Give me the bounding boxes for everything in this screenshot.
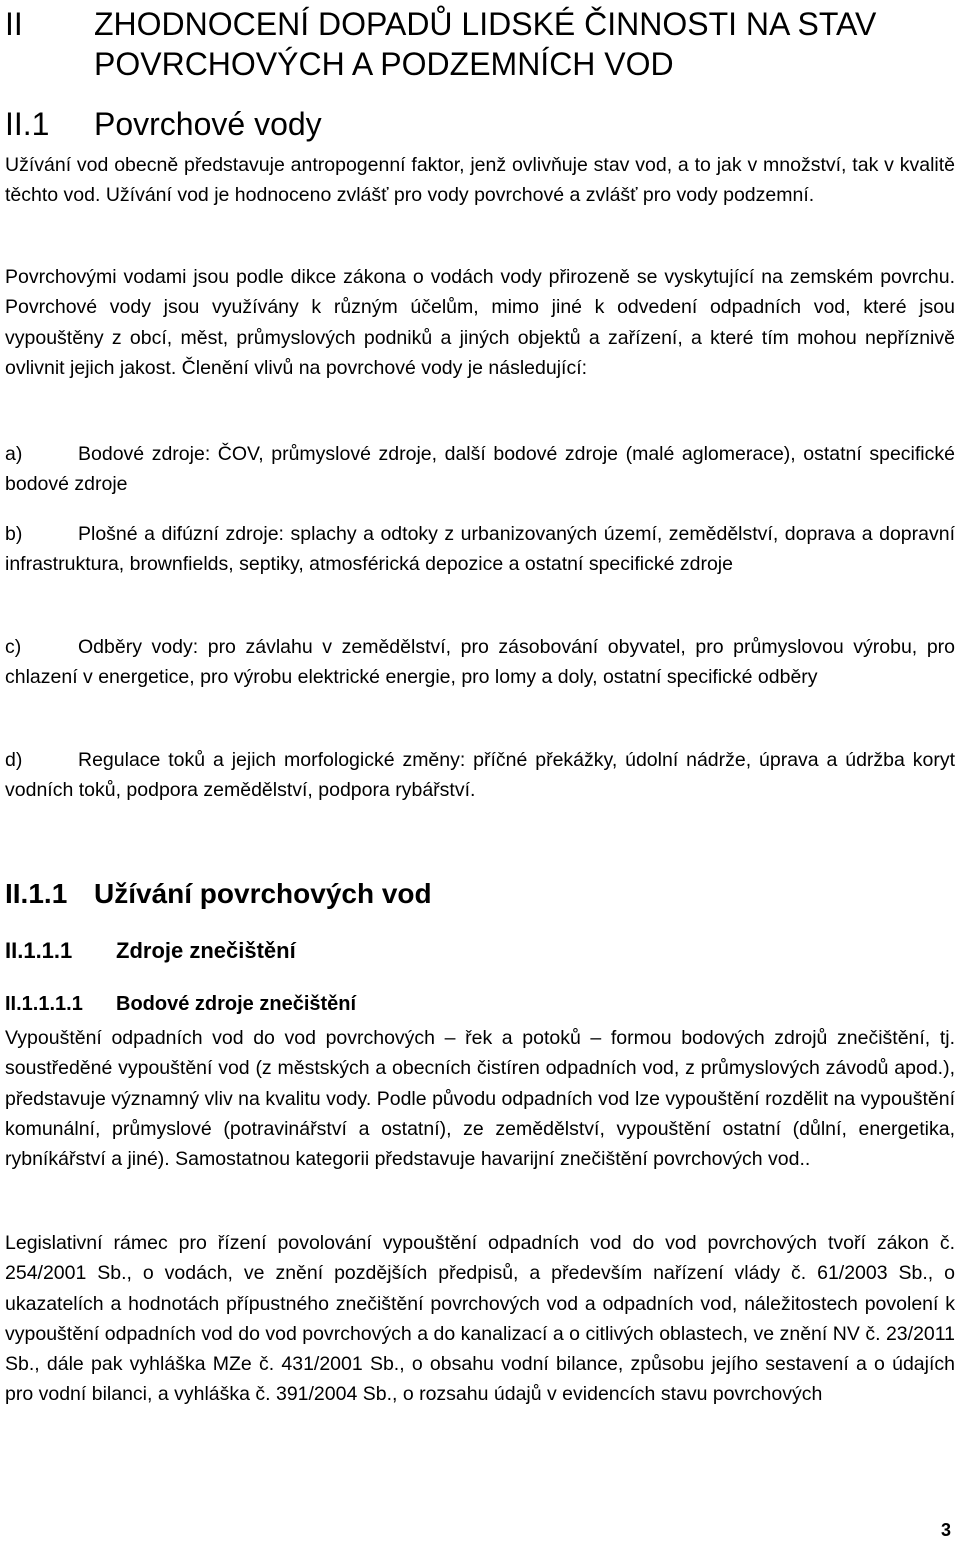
paragraph-heading-title: Bodové zdroje znečištění: [116, 993, 357, 1015]
page-number: 3: [940, 1520, 951, 1540]
list-marker: d): [5, 749, 23, 771]
paragraph-heading-number: II.1.1.1.1: [5, 993, 83, 1015]
subsubsection-number: II.1.1.1: [5, 938, 73, 963]
subsection-number: II.1.1: [5, 878, 68, 909]
paragraph-body-1: Vypouštění odpadních vod do vod povrchových – řek a potoků – formou bodových zdrojů znečištění, tj. soustředěné vypouštění vod (z městských a obecních čistíren odpadních vod, z průmyslových závodů apod.), představuje významný vliv na kvalitu vody. Podle původu odpadních vod lze vypouštění rozdělit na vypouštění komunální, průmyslové (potravinářství a ostatní), ze zemědělství, vypouštění ostatní (důlní, energetika, rybníkářství a jiné). Samostatnou kategorii představuje havarijní znečištění povrchových vod..: [5, 1027, 955, 1171]
list-item-d: [5, 745, 955, 806]
section-title: Povrchové vody: [94, 106, 322, 142]
list-text: Regulace toků a jejich morfologické změny: příčné překážky, údolní nádrže, úprava a údržba koryt vodních toků, podpora zemědělství, podpora rybářství.: [5, 749, 955, 802]
list-marker: a): [5, 443, 23, 465]
chapter-title: ZHODNOCENÍ DOPADŮ LIDSKÉ ČINNOSTI NA STAV POVRCHOVÝCH A PODZEMNÍCH VOD: [94, 6, 877, 82]
subsection-title: Užívání povrchových vod: [94, 878, 432, 909]
paragraph-intro-2: Povrchovými vodami jsou podle dikce zákona o vodách vody přirozeně se vyskytující na zemském povrchu. Povrchové vody jsou využívány k různým účelům, mimo jiné k odvedení odpadních vod, které jsou vypouštěny z obcí, měst, průmyslových podniků a jiných objektů a zařízení, a které tím mohou nepříznivě ovlivnit jejich jakost. Členění vlivů na povrchové vody je následující:: [5, 266, 955, 379]
section-number: II.1: [5, 106, 50, 142]
list-item-a: [5, 439, 955, 500]
list-text: Odběry vody: pro závlahu v zemědělství, pro zásobování obyvatel, pro průmyslovou výrobu, pro chlazení v energetice, pro výrobu elektrické energie, pro lomy a doly, ostatní specifické odběry: [5, 636, 955, 689]
chapter-number: II: [5, 6, 23, 42]
subsubsection-title: Zdroje znečištění: [116, 938, 296, 963]
list-item-c: [5, 632, 955, 693]
list-item-b: [5, 519, 955, 580]
document-page: [5, 0, 955, 1541]
list-marker: b): [5, 523, 23, 545]
list-text: Bodové zdroje: ČOV, průmyslové zdroje, další bodové zdroje (malé aglomerace), ostatní specifické bodové zdroje: [5, 443, 955, 496]
paragraph-body-2: Legislativní rámec pro řízení povolování vypouštění odpadních vod do vod povrchových tvoří zákon č. 254/2001 Sb., o vodách, ve znění pozdějších předpisů, a především nařízení vlády č. 61/2003 Sb., o ukazatelích a hodnotách přípustného znečištění povrchových vod a odpadních vod, náležitostech povolení k vypouštění odpadních vod do vod povrchových a do kanalizací a o citlivých oblastech, ve znění NV č. 23/2011 Sb., dále pak vyhláška MZe č. 431/2001 Sb., o obsahu vodní bilance, způsobu jejího sestavení a o údajích pro vodní bilanci, a vyhláška č. 391/2004 Sb., o rozsahu údajů v evidencích stavu povrchových: [5, 1232, 955, 1406]
paragraph-intro-1: Užívání vod obecně představuje antropogenní faktor, jenž ovlivňuje stav vod, a to jak v množství, tak v kvalitě těchto vod. Užívání vod je hodnoceno zvlášť pro vody povrchové a zvlášť pro vody podzemní.: [5, 154, 955, 207]
list-text: Plošné a difúzní zdroje: splachy a odtoky z urbanizovaných území, zemědělství, doprava a dopravní infrastruktura, brownfields, septiky, atmosférická depozice a ostatní specifické zdroje: [5, 523, 955, 576]
list-marker: c): [5, 636, 22, 658]
